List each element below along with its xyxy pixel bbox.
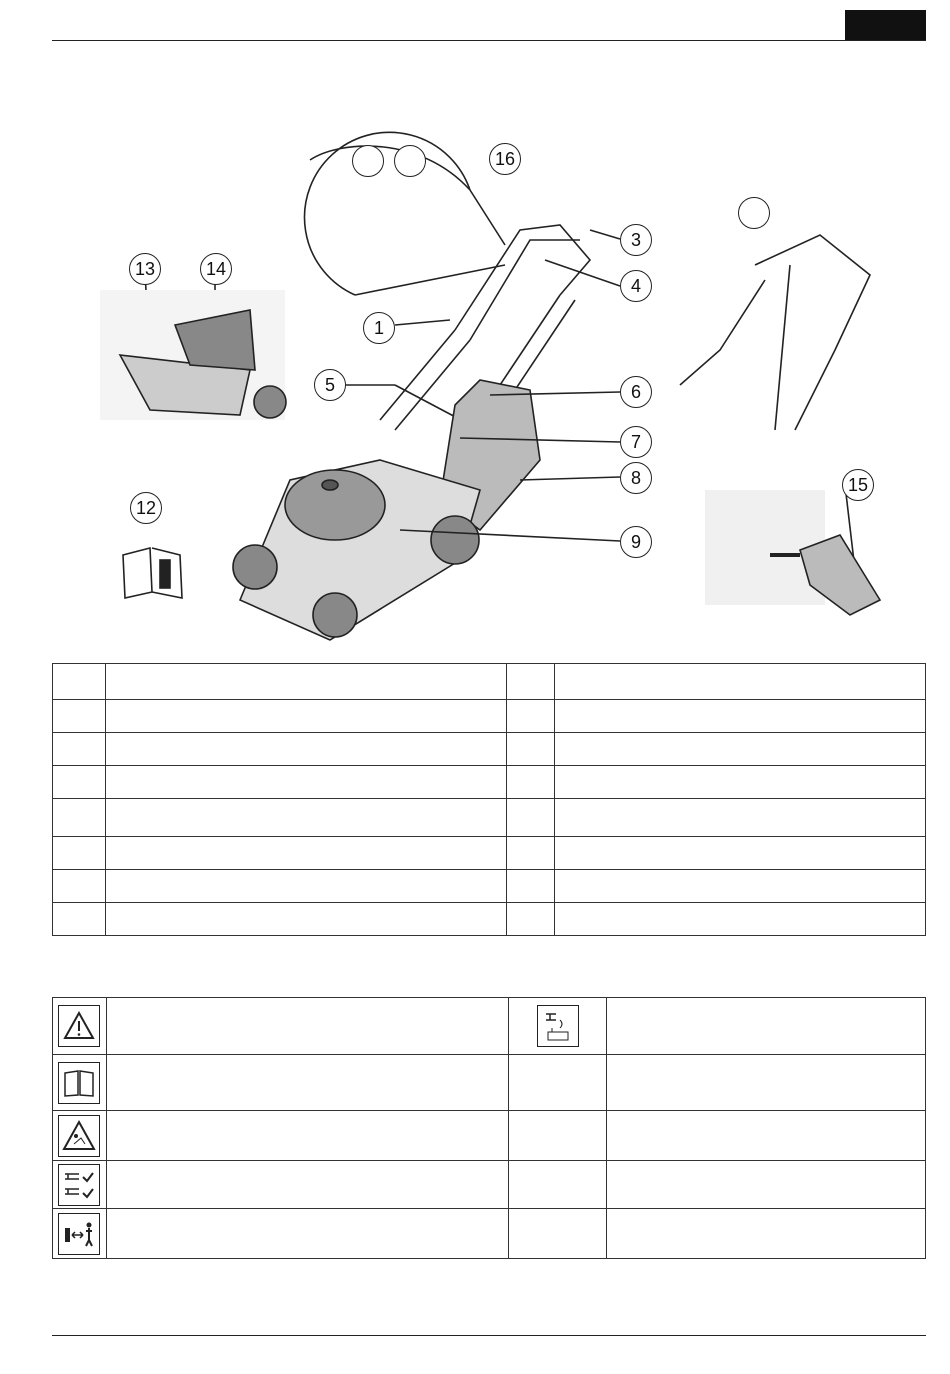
table-cell [106,1111,508,1161]
table-cell [106,1161,508,1209]
callout-blank-b [394,145,426,177]
warning-triangle-icon [58,1005,100,1047]
callout-13: 13 [129,253,161,285]
table-cell [507,903,555,936]
table-cell [105,837,507,870]
table-cell [507,664,555,700]
table-row [53,766,926,799]
table-cell [607,1111,926,1161]
parts-table [52,663,926,936]
callout-8: 8 [620,462,652,494]
table-cell [509,1209,607,1259]
table-row [53,1161,926,1209]
table-cell [105,664,507,700]
table-cell [555,766,926,799]
table-row [53,837,926,870]
table-cell [509,1055,607,1111]
callout-1: 1 [363,312,395,344]
table-cell [555,870,926,903]
callout-16: 16 [489,143,521,175]
symbols-table [52,997,926,1259]
handle-assembly-icon [537,1005,579,1047]
table-cell [507,733,555,766]
table-cell [106,1209,508,1259]
callout-12: 12 [130,492,162,524]
table-row [53,733,926,766]
callout-3: 3 [620,224,652,256]
table-cell [507,799,555,837]
callout-4: 4 [620,270,652,302]
table-row [53,700,926,733]
table-cell [53,700,106,733]
table-cell [607,1055,926,1111]
table-cell [555,700,926,733]
table-cell [507,766,555,799]
table-cell [607,998,926,1055]
callout-9: 9 [620,526,652,558]
table-cell [53,903,106,936]
table-cell [106,998,508,1055]
table-cell [53,664,106,700]
callout-5: 5 [314,369,346,401]
table-cell [53,733,106,766]
table-cell [555,903,926,936]
table-cell [105,903,507,936]
table-row [53,799,926,837]
table-row [53,1055,926,1111]
table-cell [607,1161,926,1209]
table-cell [106,1055,508,1111]
header-rule [52,40,926,41]
table-row [53,664,926,700]
manual-book-icon [58,1062,100,1104]
table-cell [53,766,106,799]
table-row [53,903,926,936]
table-cell [507,870,555,903]
table-cell [53,799,106,837]
callout-15: 15 [842,469,874,501]
table-cell [509,1161,607,1209]
callout-6: 6 [620,376,652,408]
table-cell [105,766,507,799]
table-cell [607,1209,926,1259]
callout-14: 14 [200,253,232,285]
table-cell [53,870,106,903]
callout-blank-c [738,197,770,229]
table-row [53,1111,926,1161]
table-row [53,870,926,903]
callout-7: 7 [620,426,652,458]
header-tab [845,10,926,40]
keep-distance-icon [58,1213,100,1255]
table-cell [507,700,555,733]
table-cell [555,837,926,870]
table-cell [105,733,507,766]
table-cell [105,870,507,903]
table-cell [507,837,555,870]
hand-release-icon [58,1164,100,1206]
table-row [53,1209,926,1259]
lawnmower-illustration [0,130,950,650]
table-cell [105,799,507,837]
table-cell [53,837,106,870]
footer-rule [52,1335,926,1336]
table-cell [105,700,507,733]
table-cell [555,733,926,766]
table-cell [555,799,926,837]
callout-blank-a [352,145,384,177]
table-row [53,998,926,1055]
table-cell [555,664,926,700]
projectile-hazard-icon [58,1115,100,1157]
table-cell [509,1111,607,1161]
